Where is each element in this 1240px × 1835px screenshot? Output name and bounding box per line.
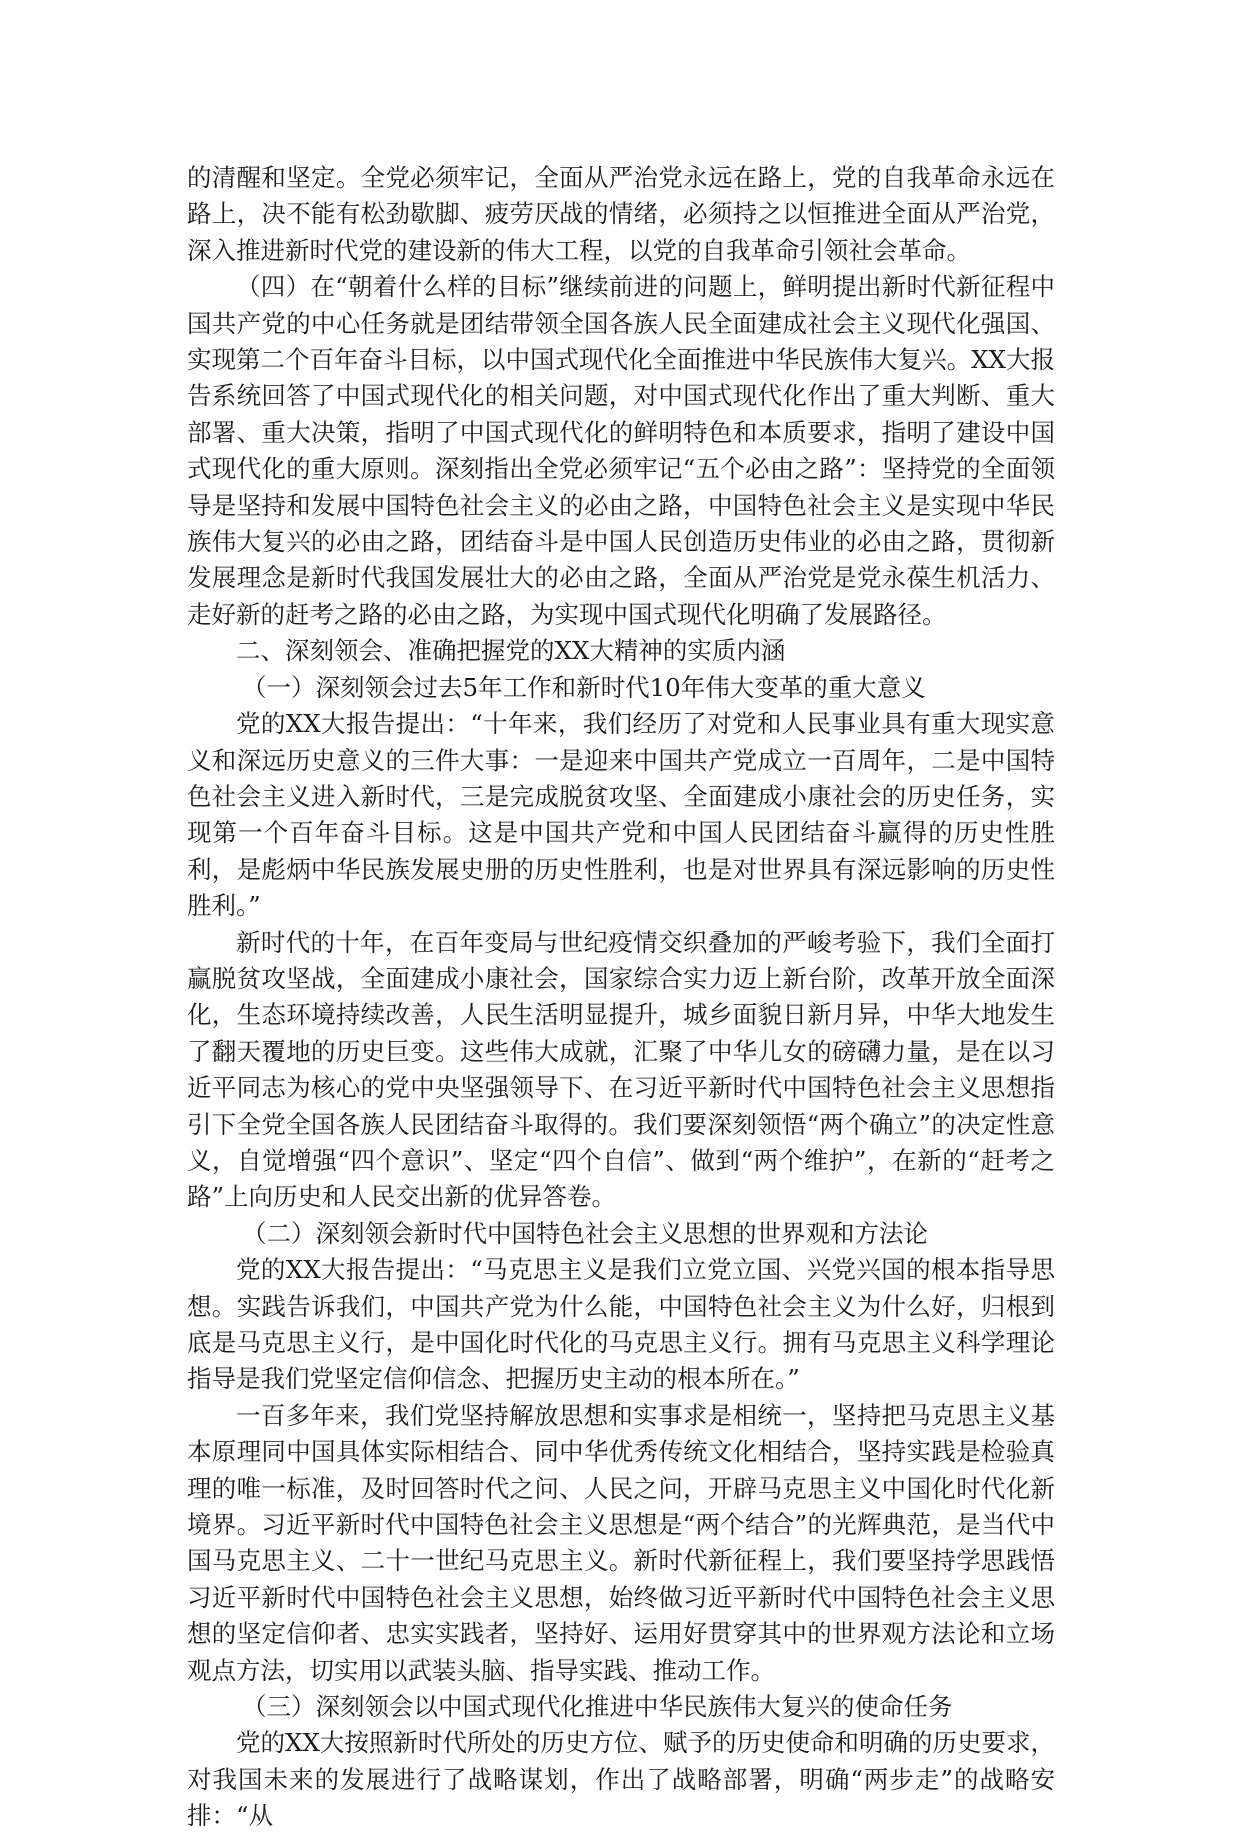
- document-body: [187, 160, 1055, 1835]
- body-paragraph: 党的XX大报告提出：“十年来，我们经历了对党和人民事业具有重大现实意义和深远历史意义的三件大事：一是迎来中国共产党成立一百周年，二是中国特色社会主义进入新时代，三是完成脱贫攻坚、全面建成小康社会的历史任务，实现第一个百年奋斗目标。这是中国共产党和中国人民团结奋斗赢得的历史性胜利，是彪炳中华民族发展史册的历史性胜利，也是对世界具有深远影响的历史性胜利。”: [187, 709, 1055, 921]
- body-paragraph: 党的XX大按照新时代所处的历史方位、赋予的历史使命和明确的历史要求，对我国未来的发展进行了战略谋划，作出了战略部署，明确“两步走”的战略安排：“从: [187, 1728, 1055, 1831]
- body-paragraph: 新时代的十年，在百年变局与世纪疫情交织叠加的严峻考验下，我们全面打赢脱贫攻坚战，全面建成小康社会，国家综合实力迈上新台阶，改革开放全面深化，生态环境持续改善，人民生活明显提升，城乡面貌日新月异，中华大地发生了翻天覆地的历史巨变。这些伟大成就，汇聚了中华儿女的磅礴力量，是在以习近平同志为核心的党中央坚强领导下、在习近平新时代中国特色社会主义思想指引下全党全国各族人民团结奋斗取得的。我们要深刻领悟“两个确立”的决定性意义，自觉增强“四个意识”、坚定“四个自信”、做到“两个维护”，在新的“赶考之路”上向历史和人民交出新的优异答卷。: [187, 927, 1055, 1212]
- body-paragraph: （四）在“朝着什么样的目标”继续前进的问题上，鲜明提出新时代新征程中国共产党的中心任务就是团结带领全国各族人民全面建成社会主义现代化强国、实现第二个百年奋斗目标，以中国式现代化全面推进中华民族伟大复兴。XX大报告系统回答了中国式现代化的相关问题，对中国式现代化作出了重大判断、重大部署、重大决策，指明了中国式现代化的鲜明特色和本质要求，指明了建设中国式现代化的重大原则。深刻指出全党必须牢记“五个必由之路”：坚持党的全面领导是坚持和发展中国特色社会主义的必由之路，中国特色社会主义是实现中华民族伟大复兴的必由之路，团结奋斗是中国人民创造历史伟业的必由之路，贯彻新发展理念是新时代我国发展壮大的必由之路，全面从严治党是党永葆生机活力、走好新的赶考之路的必由之路，为实现中国式现代化明确了发展路径。: [187, 272, 1055, 629]
- body-paragraph: 一百多年来，我们党坚持解放思想和实事求是相统一，坚持把马克思主义基本原理同中国具体实际相结合、同中华优秀传统文化相结合，坚持实践是检验真理的唯一标准，及时回答时代之问、人民之问，开辟马克思主义中国化时代化新境界。习近平新时代中国特色社会主义思想是“两个结合”的光辉典范，是当代中国马克思主义、二十一世纪马克思主义。新时代新征程上，我们要坚持学思践悟习近平新时代中国特色社会主义思想，始终做习近平新时代中国特色社会主义思想的坚定信仰者、忠实实践者，坚持好、运用好贯穿其中的世界观方法论和立场观点方法，切实用以武装头脑、指导实践、推动工作。: [187, 1400, 1055, 1685]
- subsection-heading: （二）深刻领会新时代中国特色社会主义思想的世界观和方法论: [242, 1218, 928, 1248]
- body-paragraph: 党的XX大报告提出：“马克思主义是我们立党立国、兴党兴国的根本指导思想。实践告诉我们，中国共产党为什么能，中国特色社会主义为什么好，归根到底是马克思主义行，是中国化时代化的马克思主义行。拥有马克思主义科学理论指导是我们党坚定信仰信念、把握历史主动的根本所在。”: [187, 1255, 1055, 1394]
- subsection-heading: （三）深刻领会以中国式现代化推进中华民族伟大复兴的使命任务: [242, 1692, 953, 1722]
- subsection-heading: （一）深刻领会过去5年工作和新时代10年伟大变革的重大意义: [242, 672, 926, 702]
- body-paragraph: 的清醒和坚定。全党必须牢记，全面从严治党永远在路上，党的自我革命永远在路上，决不能有松劲歇脚、疲劳厌战的情绪，必须持之以恒推进全面从严治党，深入推进新时代党的建设新的伟大工程，以党的自我革命引领社会革命。: [187, 163, 1055, 265]
- section-heading: 二、深刻领会、准确把握党的XX大精神的实质内涵: [236, 636, 786, 666]
